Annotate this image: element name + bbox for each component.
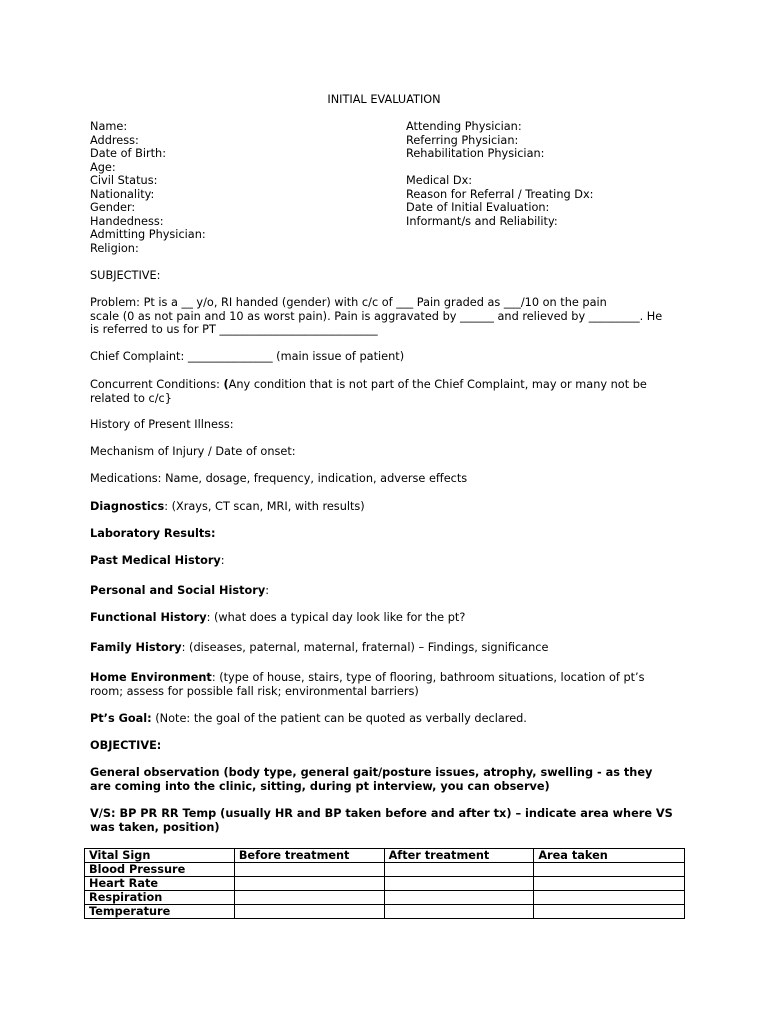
vital-signs-table xyxy=(84,848,685,919)
functional-history xyxy=(90,611,685,625)
cell-after[interactable] xyxy=(384,891,534,905)
field-religion: Religion: xyxy=(90,241,139,255)
goal-label: Pt’s Goal: xyxy=(90,712,152,725)
field-date-of-initial-evaluation: Date of Initial Evaluation: xyxy=(406,201,550,214)
cell-area[interactable] xyxy=(534,891,685,905)
diagnostics xyxy=(90,500,685,514)
history-present-illness: History of Present Illness: xyxy=(90,418,234,431)
field-reason-for-referral: Reason for Referral / Treating Dx: xyxy=(406,187,594,201)
concurrent-paren: ( xyxy=(223,378,229,391)
pmh-colon: : xyxy=(220,554,225,567)
vital-signs-note xyxy=(90,807,680,834)
field-medical-dx: Medical Dx: xyxy=(406,174,473,187)
general-observation-text: General observation (body type, general gait/posture issues, atrophy, swelling - as they are coming into the clinic, sitting, during pt interview, you can observe) xyxy=(90,766,653,793)
field-date-of-birth: Date of Birth: xyxy=(90,147,167,160)
functional-text: : (what does a typical day look like for the pt? xyxy=(206,611,466,624)
problem-statement xyxy=(90,296,685,337)
general-observation xyxy=(90,766,670,793)
physician-info-fields xyxy=(406,120,593,228)
table-row xyxy=(85,877,685,891)
home-text: : (type of house, stairs, type of flooring, bathroom situations, location of pt’s room; assess for possible fall risk; environmental barriers) xyxy=(90,671,645,698)
header-after-treatment: After treatment xyxy=(384,849,534,863)
field-address: Address: xyxy=(90,133,139,147)
concurrent-conditions xyxy=(90,378,670,405)
concurrent-text: Any condition that is not part of the Chief Complaint, may or many not be related to c/c} xyxy=(90,378,647,405)
row-label-blood-pressure: Blood Pressure xyxy=(85,863,235,877)
objective-heading xyxy=(90,739,685,753)
row-label-temperature: Temperature xyxy=(85,905,235,919)
functional-label: Functional History xyxy=(90,611,207,624)
objective-label: OBJECTIVE: xyxy=(90,739,162,752)
family-label: Family History xyxy=(90,641,182,654)
cell-area[interactable] xyxy=(534,877,685,891)
field-rehabilitation-physician: Rehabilitation Physician: xyxy=(406,147,545,160)
header-before-treatment: Before treatment xyxy=(234,849,384,863)
psh-colon: : xyxy=(265,584,270,597)
concurrent-label: Concurrent Conditions: xyxy=(90,378,224,391)
cell-after[interactable] xyxy=(384,863,534,877)
header-vital-sign: Vital Sign xyxy=(85,849,235,863)
home-label: Home Environment xyxy=(90,671,212,684)
chief-complaint: Chief Complaint: _______________ (main issue of patient) xyxy=(90,350,405,363)
field-informants: Informant/s and Reliability: xyxy=(406,214,558,228)
mechanism-of-injury: Mechanism of Injury / Date of onset: xyxy=(90,445,296,458)
subjective-heading: SUBJECTIVE: xyxy=(90,269,161,282)
personal-social-history xyxy=(90,584,685,598)
cell-area[interactable] xyxy=(534,905,685,919)
row-label-heart-rate: Heart Rate xyxy=(85,877,235,891)
table-row xyxy=(85,863,685,877)
cell-before[interactable] xyxy=(234,891,384,905)
laboratory-results xyxy=(90,527,685,541)
diagnostics-label: Diagnostics xyxy=(90,500,165,513)
problem-line-1: Problem: Pt is a __ y/o, RI handed (gender) with c/c of ___ Pain graded as ___/10 on the pain xyxy=(90,296,607,309)
header-area-taken: Area taken xyxy=(534,849,685,863)
table-header-row xyxy=(85,849,685,863)
past-medical-history xyxy=(90,554,685,568)
medications: Medications: Name, dosage, frequency, indication, adverse effects xyxy=(90,472,468,485)
table-row xyxy=(85,905,685,919)
family-text: : (diseases, paternal, maternal, fraternal) – Findings, significance xyxy=(181,641,549,654)
field-nationality: Nationality: xyxy=(90,187,155,201)
field-referring-physician: Referring Physician: xyxy=(406,133,519,147)
lab-results-label: Laboratory Results: xyxy=(90,527,216,540)
vital-signs-text: V/S: BP PR RR Temp (usually HR and BP taken before and after tx) – indicate area where VS was taken, position) xyxy=(90,807,673,834)
cell-area[interactable] xyxy=(534,863,685,877)
cell-before[interactable] xyxy=(234,863,384,877)
goal-text: (Note: the goal of the patient can be quoted as verbally declared. xyxy=(151,712,527,725)
field-admitting-physician: Admitting Physician: xyxy=(90,228,206,241)
field-attending-physician: Attending Physician: xyxy=(406,120,522,133)
problem-line-2: scale (0 as not pain and 10 as worst pain). Pain is aggravated by ______ and relieved by _________. He xyxy=(90,309,663,323)
psh-label: Personal and Social History xyxy=(90,584,266,597)
field-age: Age: xyxy=(90,160,116,174)
cell-before[interactable] xyxy=(234,905,384,919)
pmh-label: Past Medical History xyxy=(90,554,221,567)
cell-after[interactable] xyxy=(384,905,534,919)
field-gender: Gender: xyxy=(90,201,136,214)
page-title: INITIAL EVALUATION xyxy=(327,93,441,106)
problem-line-3: is referred to us for PT ____________________________ xyxy=(90,323,378,336)
table-row xyxy=(85,891,685,905)
cell-before[interactable] xyxy=(234,877,384,891)
field-civil-status: Civil Status: xyxy=(90,174,158,187)
diagnostics-text: : (Xrays, CT scan, MRI, with results) xyxy=(164,500,365,513)
family-history xyxy=(90,641,685,655)
cell-after[interactable] xyxy=(384,877,534,891)
home-environment xyxy=(90,671,670,698)
field-name: Name: xyxy=(90,120,128,133)
field-handedness: Handedness: xyxy=(90,214,164,228)
row-label-respiration: Respiration xyxy=(85,891,235,905)
pt-goal xyxy=(90,712,685,726)
patient-info-fields xyxy=(90,120,206,255)
